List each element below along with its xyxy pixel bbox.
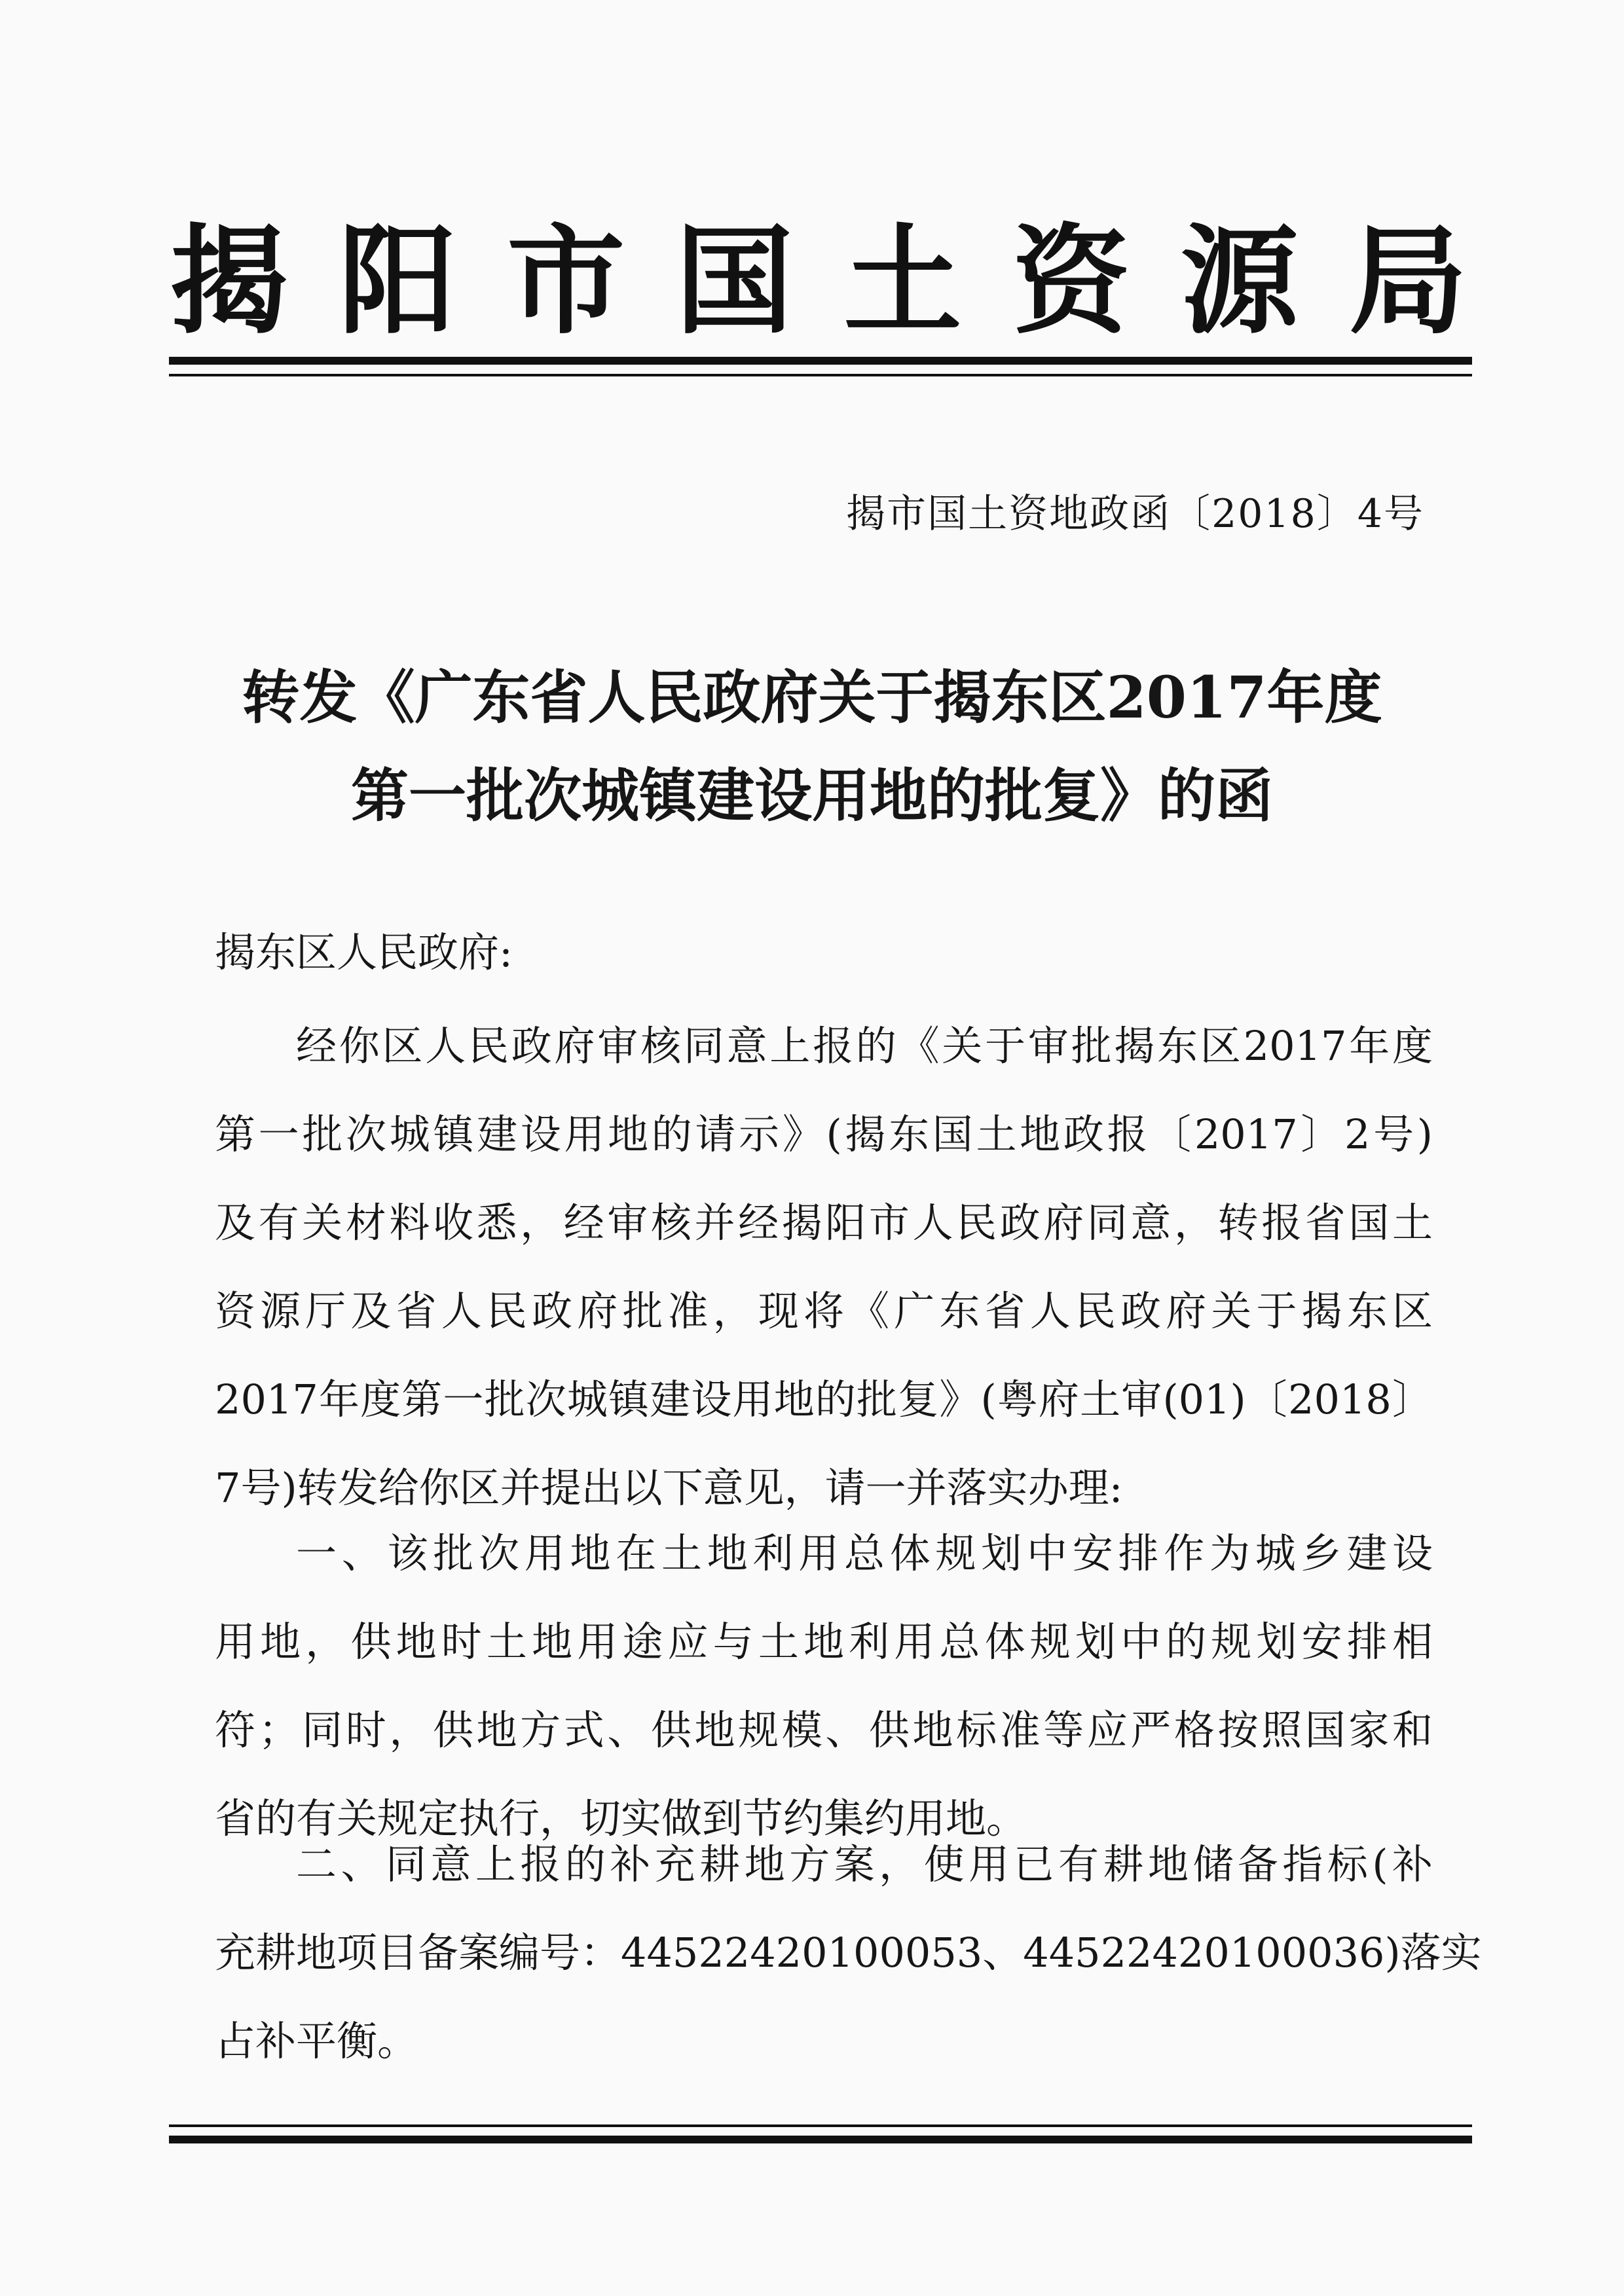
paragraph-line: 7号)转发给你区并提出以下意见，请一并落实办理: — [215, 1464, 1123, 1512]
paragraph-line: 资源厅及省人民政府批准，现将《广东省人民政府关于揭东区 — [215, 1287, 1433, 1335]
paragraph-line: 一、该批次用地在土地利用总体规划中安排作为城乡建设 — [296, 1529, 1433, 1577]
paragraph-line: 省的有关规定执行，切实做到节约集约用地。 — [215, 1795, 1027, 1842]
paragraph — [215, 1509, 1433, 1863]
salutation: 揭东区人民政府: — [215, 928, 513, 976]
letterhead-char: 土 — [843, 212, 962, 350]
paragraph-line: 2017年度第一批次城镇建设用地的批复》(粤府土审(01)〔2018〕 — [215, 1376, 1433, 1423]
letterhead-title — [170, 212, 1467, 350]
paragraph-line: 用地，供地时土地用途应与土地利用总体规划中的规划安排相 — [215, 1618, 1433, 1666]
paragraph-line: 符；同时，供地方式、供地规模、供地标准等应严格按照国家和 — [215, 1706, 1433, 1754]
paragraph-line: 经你区人民政府审核同意上报的《关于审批揭东区2017年度 — [296, 1022, 1433, 1070]
letterhead-char: 局 — [1348, 212, 1467, 350]
letterhead-char: 揭 — [170, 212, 289, 350]
title-line: 第一批次城镇建设用地的批复》的函 — [350, 761, 1273, 829]
paragraph — [215, 1820, 1482, 2085]
document-number: 揭市国土资地政函〔2018〕4号 — [846, 491, 1424, 537]
paragraph — [215, 1002, 1433, 1532]
letterhead-char: 资 — [1012, 212, 1130, 350]
letterhead-divider-thick — [169, 357, 1472, 365]
footer-divider-thick — [169, 2136, 1472, 2143]
footer-divider-thin — [169, 2124, 1472, 2127]
paragraph-line: 及有关材料收悉，经审核并经揭阳市人民政府同意，转报省国土 — [215, 1199, 1433, 1247]
paragraph-line: 占补平衡。 — [215, 2017, 418, 2065]
letterhead-char: 源 — [1180, 212, 1299, 350]
paragraph-line: 第一批次城镇建设用地的请示》(揭东国土地政报〔2017〕2号) — [215, 1110, 1433, 1158]
letterhead-divider-thin — [169, 374, 1472, 376]
title-line: 转发《广东省人民政府关于揭东区2017年度 — [242, 663, 1382, 731]
letterhead-char: 阳 — [339, 212, 457, 350]
document-title — [157, 648, 1467, 845]
paragraph-line: 充耕地项目备案编号：44522420100053、44522420100036)落实 — [215, 1929, 1482, 1977]
paragraph-line: 二、同意上报的补充耕地方案，使用已有耕地储备指标(补 — [296, 1840, 1433, 1888]
letterhead-char: 市 — [507, 212, 625, 350]
letterhead-char: 国 — [675, 212, 794, 350]
